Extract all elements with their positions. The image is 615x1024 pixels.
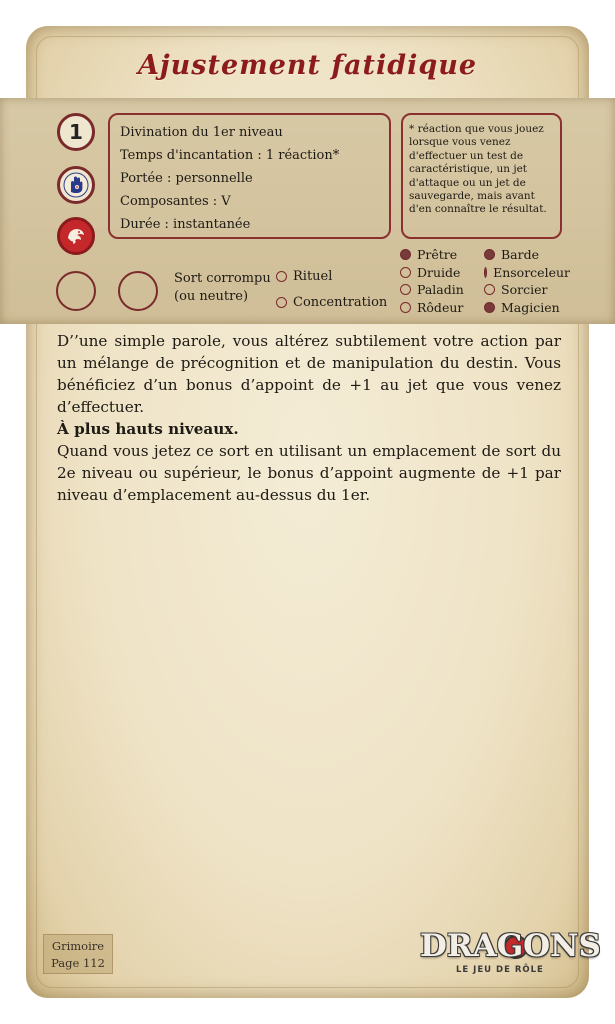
concentration-radio[interactable]	[276, 297, 287, 308]
corrupt-line: Sort corrompu	[174, 271, 271, 286]
class-radio[interactable]	[484, 249, 495, 260]
class-label: Druide	[417, 264, 461, 280]
class-radio[interactable]	[400, 249, 411, 260]
dragon-icon	[63, 223, 89, 249]
class-item[interactable]	[484, 246, 570, 264]
class-label: Sorcier	[501, 282, 548, 297]
class-list	[400, 246, 570, 316]
class-item[interactable]	[400, 246, 484, 264]
level-badge	[57, 113, 95, 151]
class-radio[interactable]	[400, 267, 411, 278]
page-reference	[43, 934, 113, 974]
class-item[interactable]	[400, 299, 484, 317]
duration: Durée : instantanée	[120, 217, 251, 232]
neutral-line: (ou neutre)	[174, 289, 249, 304]
reaction-note-box	[401, 113, 562, 239]
class-item[interactable]	[484, 281, 570, 299]
class-item[interactable]	[484, 299, 570, 317]
casting-time: Temps d'incantation : 1 réaction*	[120, 148, 340, 163]
higher-levels-paragraph: Quand vous jetez ce sort en utilisant un emplacement de sort du 2e niveau ou supérieur, le bonus d’appoint augmente de +1 par niveau d’emplacement au-dessus du 1er.	[57, 442, 561, 504]
reaction-note: * réaction que vous jouez lorsque vous venez d'effectuer un test de caractéristique, un jet d'attaque ou un jet de sauvegarde, mais avant d'en connaître le résultat.	[409, 123, 547, 216]
class-label: Prêtre	[417, 247, 458, 262]
class-label: Rôdeur	[417, 299, 464, 315]
class-radio[interactable]	[400, 284, 411, 295]
empty-slot-icon	[56, 271, 96, 311]
logo-subtitle: LE JEU DE RÔLE	[456, 965, 544, 975]
class-label: Magicien	[501, 299, 560, 315]
spell-title: Ajustement fatidique	[137, 50, 478, 81]
concentration-label: Concentration	[293, 295, 388, 310]
level-number: 1	[69, 120, 83, 144]
ritual-radio[interactable]	[276, 271, 287, 282]
range: Portée : personnelle	[120, 171, 253, 186]
description-paragraph: D’’une simple parole, vous altérez subtilement votre action par un mélange de précognition et de manipulation du destin. Vous bénéficiez d’un bonus d’appoint de +1 au jet que vous venez d’effectuer.	[57, 332, 561, 416]
components: Composantes : V	[120, 194, 231, 209]
spell-description	[57, 330, 561, 506]
school-hand-icon	[57, 166, 95, 204]
class-item[interactable]	[400, 264, 484, 282]
ritual-option[interactable]	[276, 269, 332, 284]
logo-word: DRAGONS	[420, 928, 601, 964]
spell-details-box	[108, 113, 391, 239]
class-item[interactable]	[484, 264, 570, 282]
ritual-label: Rituel	[293, 269, 333, 284]
class-label: Ensorceleur	[493, 264, 570, 280]
dragons-logo	[420, 928, 601, 976]
class-label: Barde	[501, 247, 540, 262]
class-radio[interactable]	[484, 267, 487, 278]
class-radio[interactable]	[484, 284, 495, 295]
class-item[interactable]	[400, 281, 484, 299]
dragon-emblem-icon	[57, 217, 95, 255]
class-label: Paladin	[417, 282, 464, 297]
spell-school-level: Divination du 1er niveau	[120, 125, 283, 140]
grimoire-label: Grimoire	[51, 939, 105, 953]
class-radio[interactable]	[484, 302, 495, 313]
higher-levels-heading: À plus hauts niveaux.	[57, 420, 239, 438]
hand-icon	[63, 172, 89, 198]
class-radio[interactable]	[400, 302, 411, 313]
empty-slot-icon	[118, 271, 158, 311]
corrupt-spell-label	[174, 270, 271, 306]
concentration-option[interactable]	[276, 295, 387, 310]
page-number: Page 112	[51, 956, 105, 970]
